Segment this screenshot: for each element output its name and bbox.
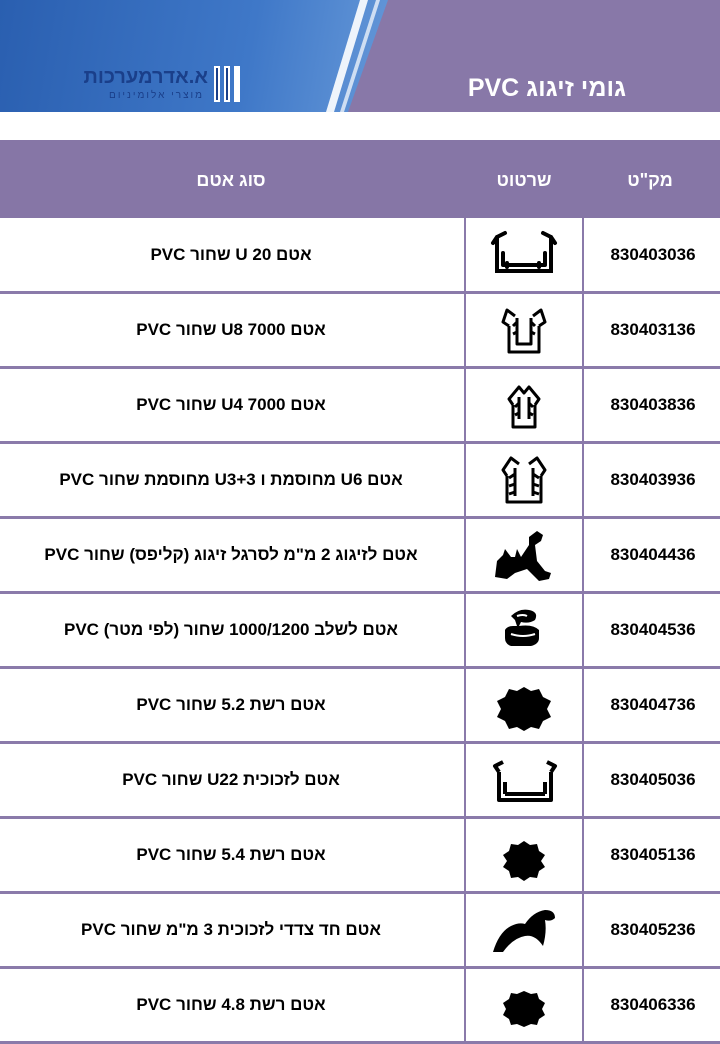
item-drawing <box>464 818 584 891</box>
mesh-54-profile-icon <box>489 827 559 883</box>
table-row <box>0 593 720 669</box>
column-header-code: מק"ט <box>627 170 673 190</box>
table-row <box>0 668 720 744</box>
item-drawing <box>464 743 584 816</box>
brand-logo <box>76 66 244 106</box>
u4-profile-icon <box>489 377 559 433</box>
u20-profile-icon <box>489 227 559 283</box>
item-type: אטם U6 מחוסמת ו U3+3 מחוסמת שחור PVC <box>59 469 403 489</box>
logo-bars-icon <box>212 66 244 102</box>
table-row <box>0 293 720 369</box>
item-code: 830405136 <box>610 844 696 864</box>
table-row <box>0 368 720 444</box>
table-row <box>0 218 720 294</box>
single-side-profile-icon <box>489 902 559 958</box>
u6-profile-icon <box>489 452 559 508</box>
slat-profile-icon <box>489 602 559 658</box>
u8-profile-icon <box>489 302 559 358</box>
item-code: 830403936 <box>610 469 696 489</box>
item-drawing <box>464 518 584 591</box>
item-drawing <box>464 368 584 441</box>
item-code: 830404436 <box>610 544 696 564</box>
table-row <box>0 893 720 969</box>
table-row <box>0 518 720 594</box>
item-drawing <box>464 968 584 1041</box>
table-header <box>0 140 720 218</box>
item-type: אטם לזיגוג 2 מ"מ לסרגל זיגוג (קליפס) שחור PVC <box>44 544 418 564</box>
mesh-52-profile-icon <box>489 677 559 733</box>
item-drawing <box>464 293 584 366</box>
item-code: 830403836 <box>610 394 696 414</box>
item-drawing <box>464 593 584 666</box>
column-header-drawing: שרטוט <box>496 170 552 190</box>
clip-profile-icon <box>489 527 559 583</box>
item-drawing <box>464 893 584 966</box>
item-type: אטם רשת 4.8 שחור PVC <box>136 994 326 1014</box>
mesh-48-profile-icon <box>489 977 559 1033</box>
item-type: אטם לזכוכית U22 שחור PVC <box>122 769 340 789</box>
item-drawing <box>464 668 584 741</box>
item-code: 830403136 <box>610 319 696 339</box>
table-row <box>0 743 720 819</box>
brand-name: א.אדרמערכות <box>83 66 208 88</box>
item-code: 830405036 <box>610 769 696 789</box>
item-type: אטם חד צדדי לזכוכית 3 מ"מ שחור PVC <box>81 919 381 939</box>
page-title: גומי זיגוג PVC <box>467 74 626 102</box>
item-type: אטם רשת 5.2 שחור PVC <box>136 694 326 714</box>
u22-profile-icon <box>489 752 559 808</box>
item-drawing <box>464 218 584 291</box>
top-banner <box>0 0 720 112</box>
item-type: אטם 7000 U4 שחור PVC <box>136 394 326 414</box>
item-code: 830406336 <box>610 994 696 1014</box>
item-code: 830403036 <box>610 244 696 264</box>
item-code: 830404736 <box>610 694 696 714</box>
item-code: 830404536 <box>610 619 696 639</box>
item-drawing <box>464 443 584 516</box>
item-code: 830405236 <box>610 919 696 939</box>
item-type: אטם לשלב 1000/1200 שחור (לפי מטר) PVC <box>64 619 398 639</box>
item-type: אטם 7000 U8 שחור PVC <box>136 319 326 339</box>
item-type: אטם U 20 שחור PVC <box>150 244 312 264</box>
brand-tagline: מוצרי אלומיניום <box>109 90 204 101</box>
column-header-type: סוג אטם <box>196 170 266 190</box>
table-row <box>0 968 720 1044</box>
item-type: אטם רשת 5.4 שחור PVC <box>136 844 326 864</box>
table-row <box>0 443 720 519</box>
table-row <box>0 818 720 894</box>
